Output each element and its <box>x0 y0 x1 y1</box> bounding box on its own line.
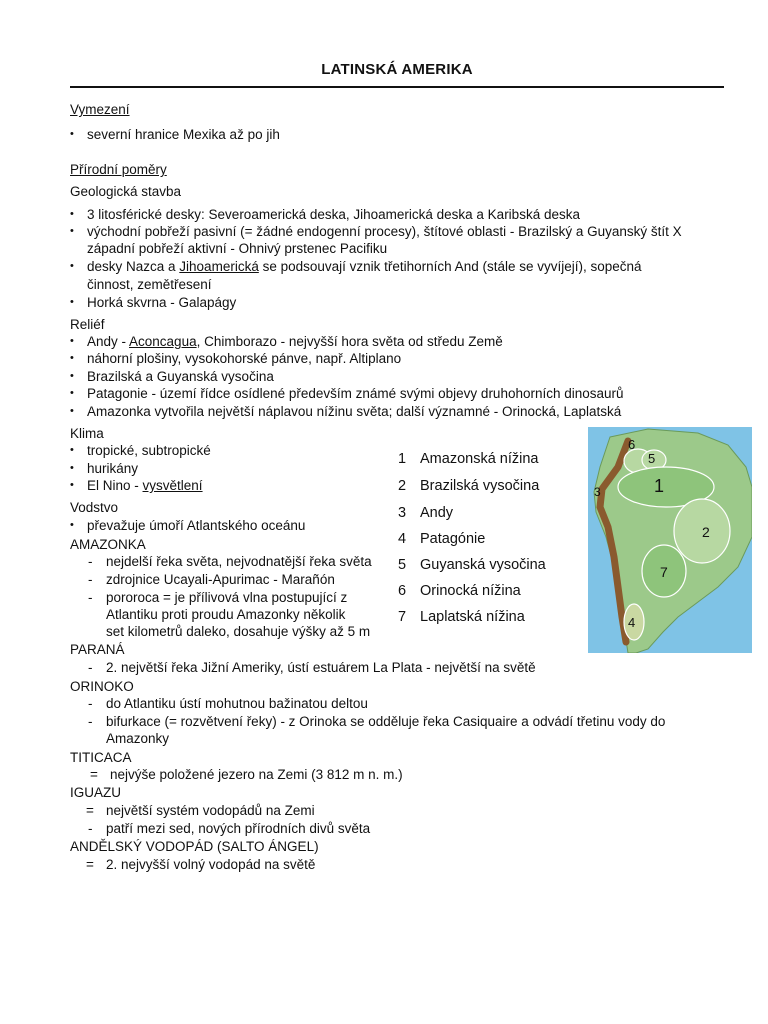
map-label: 1 <box>654 476 665 496</box>
lake-heading-titicaca: TITICACA <box>70 750 132 765</box>
legend-item <box>398 583 521 599</box>
list-item-continuation: západní pobřeží aktivní - Ohnivý prstenec Pacifiku <box>87 241 388 256</box>
list-item: - nejdelší řeka světa, nejvodnatější řeka světa <box>106 553 372 570</box>
map-label: 6 <box>628 437 636 452</box>
list-item-continuation: činnost, zemětřesení <box>87 277 212 292</box>
legend-label: Guyanská vysočina <box>420 557 546 573</box>
text: desky Nazca a <box>87 259 180 274</box>
legend-item <box>398 478 539 494</box>
link-jihoamericka[interactable]: Jihoamerická <box>179 259 259 274</box>
list-item: = 2. nejvyšší volný vodopád na světě <box>106 856 315 873</box>
list-item: • Brazilská a Guyanská vysočina <box>87 368 274 385</box>
map-label: 4 <box>628 615 636 630</box>
link-vysvetleni[interactable]: vysvětlení <box>142 478 203 493</box>
list-item: - do Atlantiku ústí mohutnou bažinatou deltou <box>106 695 368 712</box>
title-divider <box>70 86 724 88</box>
legend-label: Orinocká nížina <box>420 583 521 599</box>
text: Andy - <box>87 334 130 349</box>
south-america-map <box>588 427 752 653</box>
subheading-geologie: Geologická stavba <box>70 184 182 199</box>
legend-item <box>398 609 525 625</box>
map-label: 3 <box>594 485 601 499</box>
legend-item <box>398 531 485 547</box>
legend-label: Patagónie <box>420 531 486 547</box>
legend-number: 2 <box>398 478 407 494</box>
list-item: • hurikány <box>87 460 138 477</box>
legend-label: Laplatská nížina <box>420 609 525 625</box>
section-heading-vymezeni: Vymezení <box>70 102 130 117</box>
list-item: - zdrojnice Ucayali-Apurimac - Marañón <box>106 571 335 588</box>
legend-number: 1 <box>398 451 407 467</box>
subheading-vodstvo: Vodstvo <box>70 500 119 515</box>
list-item: • 3 litosférické desky: Severoamerická deska, Jihoamerická deska a Karibská deska <box>87 206 580 223</box>
legend-label: Andy <box>420 505 454 521</box>
list-item-continuation: set kilometrů daleko, dosahuje výšky až 5 m <box>106 624 371 639</box>
map-label: 5 <box>648 451 656 466</box>
legend-number: 3 <box>398 505 407 521</box>
legend-number: 7 <box>398 609 407 625</box>
legend-item <box>398 451 538 467</box>
subheading-relief: Reliéf <box>70 317 105 332</box>
list-item: • severní hranice Mexika až po jih <box>87 126 280 143</box>
page-title: LATINSKÁ AMERIKA <box>321 61 473 78</box>
legend-label: Brazilská vysočina <box>420 478 540 494</box>
waterfall-heading-salto: ANDĚLSKÝ VODOPÁD (SALTO ÁNGEL) <box>70 839 319 854</box>
list-item: = největší systém vodopádů na Zemi <box>106 802 315 819</box>
list-item: - patří mezi sed, nových přírodních divů světa <box>106 820 370 837</box>
list-item: • převažuje úmoří Atlantského oceánu <box>87 517 305 534</box>
map-label: 7 <box>660 564 668 580</box>
list-item: - pororoca = je přílivová vlna postupující z <box>106 589 347 606</box>
list-item: - bifurkace (= rozvětvení řeky) - z Orinoka se odděluje řeka Casiquaire a odvádí třetinu vody do <box>106 713 665 730</box>
river-heading-amazonka: AMAZONKA <box>70 537 146 552</box>
list-item: • Patagonie - území řídce osídlené především známé svými objevy druhohorních dinosaurů <box>87 385 624 402</box>
legend-number: 4 <box>398 531 407 547</box>
legend-number: 5 <box>398 557 407 573</box>
link-aconcagua[interactable]: Aconcagua <box>129 334 197 349</box>
river-heading-orinoko: ORINOKO <box>70 679 134 694</box>
list-item: - 2. největší řeka Jižní Ameriky, ústí estuárem La Plata - největší na světě <box>106 659 536 676</box>
legend-item <box>398 557 546 573</box>
text: se podsouvají vznik třetihorních And (stále se vyvíjejí), sopečná <box>258 259 642 274</box>
waterfall-heading-iguazu: IGUAZU <box>70 785 122 800</box>
list-item: = nejvýše položené jezero na Zemi (3 812 m n. m.) <box>110 766 403 783</box>
list-item-continuation: Atlantiku proti proudu Amazonky několik <box>106 607 346 622</box>
list-item: • Amazonka vytvořila největší náplavou nížinu světa; další významné - Orinocká, Laplatská <box>87 403 621 420</box>
river-heading-parana: PARANÁ <box>70 642 125 657</box>
text: El Nino - <box>87 478 143 493</box>
list-item-continuation: Amazonky <box>106 731 170 746</box>
list-item <box>87 333 503 350</box>
legend-item <box>398 505 453 521</box>
legend-label: Amazonská nížina <box>420 451 539 467</box>
section-heading-prirodni: Přírodní poměry <box>70 162 167 177</box>
list-item <box>87 258 642 275</box>
list-item <box>87 477 203 494</box>
list-item: • východní pobřeží pasivní (= žádné endogenní procesy), štítové oblasti - Brazilský a Guyanský štít X <box>87 223 682 240</box>
legend-number: 6 <box>398 583 407 599</box>
subheading-klima: Klima <box>70 426 104 441</box>
list-item: • tropické, subtropické <box>87 442 211 459</box>
text: , Chimborazo - nejvyšší hora světa od středu Země <box>196 334 503 349</box>
map-label: 2 <box>702 524 710 540</box>
list-item: • Horká skvrna - Galapágy <box>87 294 236 311</box>
list-item: • náhorní plošiny, vysokohorské pánve, např. Altiplano <box>87 350 401 367</box>
